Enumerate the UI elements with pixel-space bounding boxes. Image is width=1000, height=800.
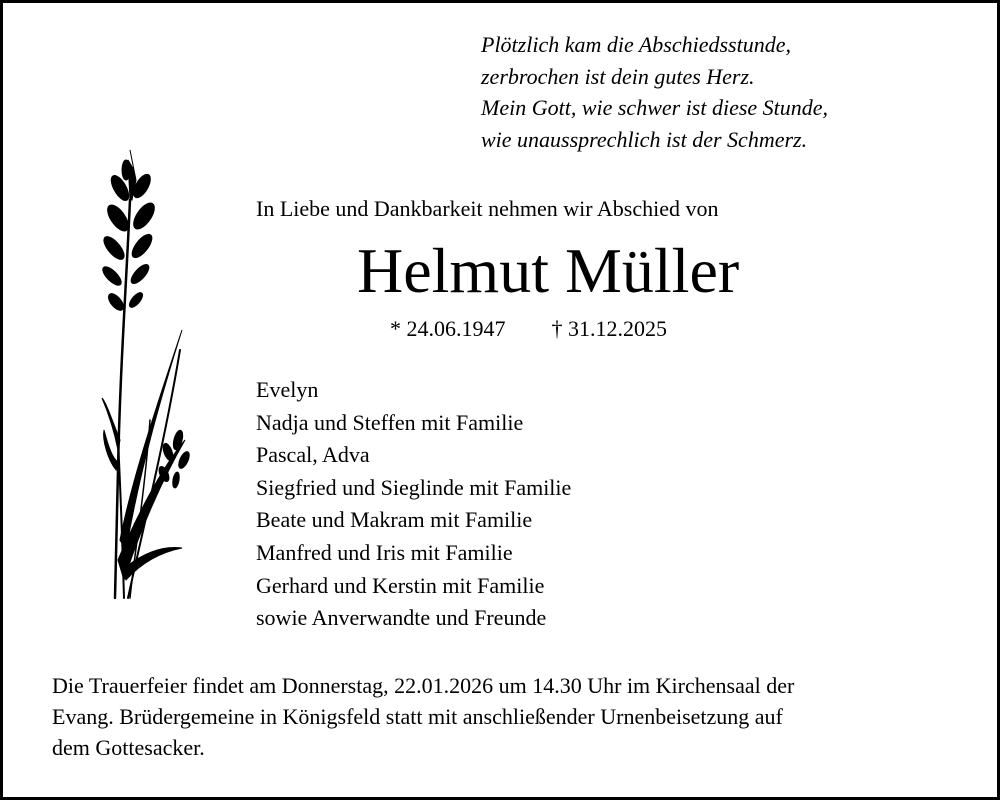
memorial-poem [481,29,828,155]
life-dates [390,316,667,342]
poem-line: Mein Gott, wie schwer ist diese Stunde, [481,95,829,120]
deceased-name: Helmut Müller [357,235,740,306]
grass-sprig-illustration [90,140,200,600]
death-date: † 31.12.2025 [551,316,667,341]
poem-line: zerbrochen ist dein gutes Herz. [481,63,755,89]
notice-line: dem Gottesacker. [52,735,205,760]
funeral-notice [52,670,952,763]
mourner-entry: Nadja und Steffen mit Familie [256,409,524,435]
notice-line: Evang. Brüdergemeine in Königsfeld statt mit anschließender Urnenbeisetzung auf [52,704,783,729]
mourner-entry: sowie Anverwandte und Freunde [256,605,547,631]
birth-date: * 24.06.1947 [390,316,506,341]
mourners-list [256,374,571,635]
farewell-intro: In Liebe und Dankbarkeit nehmen wir Abschied von [256,196,719,221]
mourner-entry: Manfred und Iris mit Familie [256,539,513,565]
mourner-entry: Pascal, Adva [256,442,370,468]
mourner-entry: Beate und Makram mit Familie [256,507,533,533]
mourner-entry: Gerhard und Kerstin mit Familie [256,572,545,598]
poem-line: Plötzlich kam die Abschiedsstunde, [481,32,791,57]
poem-line: wie unaussprechlich ist der Schmerz. [481,126,808,152]
notice-line: Die Trauerfeier findet am Donnerstag, 22.01.2026 um 14.30 Uhr im Kirchensaal der [52,673,795,698]
mourner-entry: Siegfried und Sieglinde mit Familie [256,474,572,500]
mourner-entry: Evelyn [256,377,319,402]
